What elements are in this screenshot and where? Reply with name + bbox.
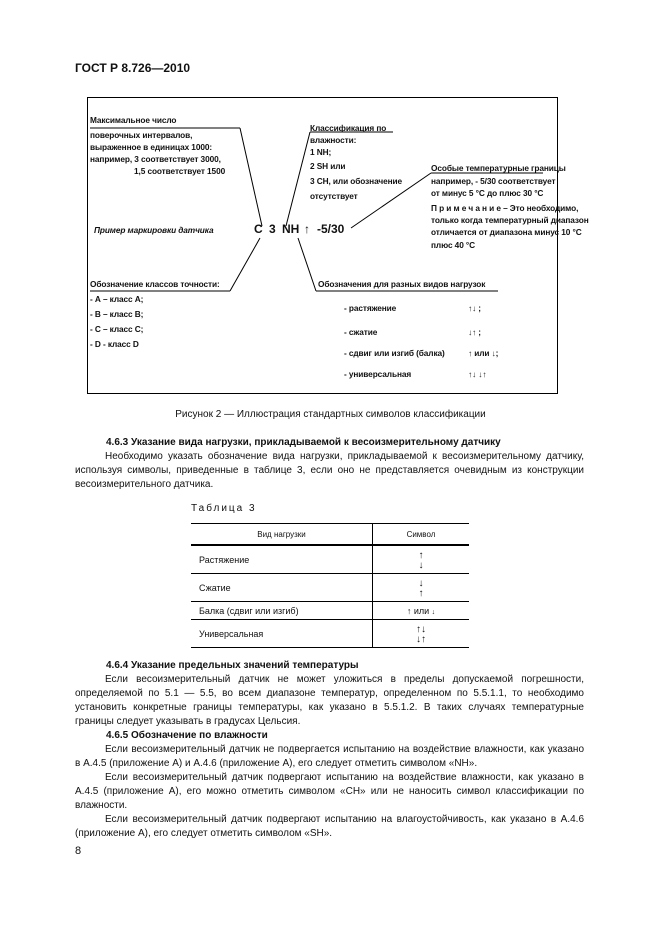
row-symbol: [373, 620, 470, 648]
max-count-line: поверочных интервалов,: [90, 130, 193, 140]
symbol-bottom: ↓↑: [416, 633, 426, 645]
section-4-6-4-text: Если весоизмерительный датчик не может уложиться в пределы допускаемой погрешности, определяемой по 5.1 — 5.5, во всем диапазоне температур, определенном по 5.5.1.1, то необходимо установить конкретные границы температуры, как указано в 5.5.1.2. В таких случаях температурные границы следует указывать в градусах Цельсия.: [75, 674, 584, 727]
load-item-symbol: ↑↓ ;: [468, 303, 481, 313]
symbol-top: ↓: [418, 577, 424, 589]
accuracy-item: - В – класс В;: [90, 309, 144, 319]
humidity-line: Классификация по: [310, 123, 387, 133]
row-symbol: [373, 545, 470, 574]
humidity-line: 1 NH;: [310, 147, 332, 157]
row-load-type: Балка (сдвиг или изгиб): [191, 602, 373, 620]
load-item-symbol: ↑↓ ↓↑: [468, 369, 487, 379]
accuracy-title: Обозначение классов точности:: [90, 279, 220, 289]
row-load-type: Сжатие: [191, 574, 373, 602]
temperature-note: отличается от диапазона минус 10 °С: [431, 227, 582, 237]
code-load-arrow: ↑: [304, 222, 310, 236]
page-number: 8: [75, 845, 82, 857]
symbol-top: ↑: [418, 549, 424, 561]
load-item-label: - универсальная: [344, 369, 412, 379]
code-count: 3: [269, 222, 276, 236]
load-item-symbol: ↓↑ ;: [468, 327, 481, 337]
temperature-note: П р и м е ч а н и е – Это необходимо,: [431, 203, 579, 213]
humidity-line: влажности:: [310, 135, 357, 145]
table-row: [191, 620, 469, 648]
section-number: 4.6.3: [106, 437, 129, 448]
section-4-6-5-paragraph: Если весоизмерительный датчик не подвергается испытанию на воздействие влажности, как указано в А.4.5 (приложение А) и А.4.6 (приложение А), его следует отметить символом «NH».: [75, 744, 584, 769]
header-symbol: Символ: [373, 524, 470, 546]
section-number: 4.6.4: [106, 660, 129, 671]
accuracy-item: - А – класс А;: [90, 294, 144, 304]
symbol-bottom: ↓: [418, 559, 424, 571]
section-number: 4.6.5: [106, 730, 129, 741]
code-temperature: -5/30: [317, 222, 345, 236]
temperature-line: от минус 5 °С до плюс 30 °С: [431, 188, 544, 198]
row-load-type: Растяжение: [191, 545, 373, 574]
max-count-line: 1,5 соответствует 1500: [134, 166, 226, 176]
example-label: Пример маркировки датчика: [94, 225, 214, 235]
figure-caption: Рисунок 2 — Иллюстрация стандартных символов классификации: [175, 409, 486, 420]
temperature-note: только когда температурный диапазон: [431, 215, 589, 225]
section-4-6-5-heading: [106, 729, 268, 743]
accuracy-item: - С – класс С;: [90, 324, 144, 334]
section-4-6-5-paragraph: Если весоизмерительный датчик подвергают испытанию на воздействие влажности, как указано в А.4.5 (приложение А), его можно отметить символом «CH» или не наносить символ классификации по влажности.: [75, 772, 584, 811]
table-header-row: [191, 524, 469, 546]
load-item-label: - растяжение: [344, 303, 397, 313]
load-type-table: [191, 523, 469, 648]
load-item-label: - сжатие: [344, 327, 378, 337]
row-load-type: Универсальная: [191, 620, 373, 648]
section-title: Обозначение по влажности: [131, 730, 268, 741]
section-4-6-5-paragraph: Если весоизмерительный датчик подвергают испытанию на влагоустойчивость, как указано в А.4.6 (приложение А), его следует отметить символом «SH».: [75, 814, 584, 839]
section-4-6-3-heading: [106, 436, 501, 450]
section-4-6-4-heading: [106, 659, 359, 673]
row-symbol: [373, 602, 470, 620]
max-count-line: например, 3 соответствует 3000,: [90, 154, 221, 164]
humidity-line: 2 SH или: [310, 161, 346, 171]
symbol-top: ↑ или: [406, 605, 430, 616]
accuracy-item: - D - класс D: [90, 339, 139, 349]
max-count-line: Максимальное число: [90, 115, 177, 125]
load-item-symbol: ↑ или ↓;: [468, 348, 499, 358]
document-header: ГОСТ Р 8.726—2010: [75, 61, 191, 75]
symbol-bottom: ↓: [431, 608, 436, 616]
section-4-6-3-text: Необходимо указать обозначение вида нагрузки, прикладываемой к весоизмерительному датчику, используя символы, приведенные в таблице 3, если оно не представляется очевидным из конструкции весоизмерительного датчика.: [75, 451, 584, 490]
humidity-line: отсутствует: [310, 191, 358, 201]
table-row: [191, 602, 469, 620]
temperature-line: например, - 5/30 соответствует: [431, 176, 556, 186]
header-load-type: Вид нагрузки: [191, 524, 373, 546]
code-humidity: NH: [282, 222, 300, 236]
load-title: Обозначения для разных видов нагрузок: [318, 279, 486, 289]
symbol-top: ↑↓: [416, 623, 426, 635]
code-class: C: [254, 222, 263, 236]
max-count-line: выраженное в единицах 1000:: [90, 142, 213, 152]
table-row: [191, 574, 469, 602]
row-symbol: [373, 574, 470, 602]
temperature-line: Особые температурные границы: [431, 163, 566, 173]
table-caption: Таблица 3: [191, 503, 257, 514]
load-item-label: - сдвиг или изгиб (балка): [344, 348, 445, 358]
section-title: Указание предельных значений температуры: [131, 660, 359, 671]
temperature-note: плюс 40 °С: [431, 240, 476, 250]
section-title: Указание вида нагрузки, прикладываемой к весоизмерительному датчику: [131, 437, 501, 448]
symbol-bottom: ↑: [418, 587, 424, 599]
table-row: [191, 545, 469, 574]
classification-figure: [87, 97, 589, 394]
humidity-line: 3 CH, или обозначение: [310, 176, 403, 186]
